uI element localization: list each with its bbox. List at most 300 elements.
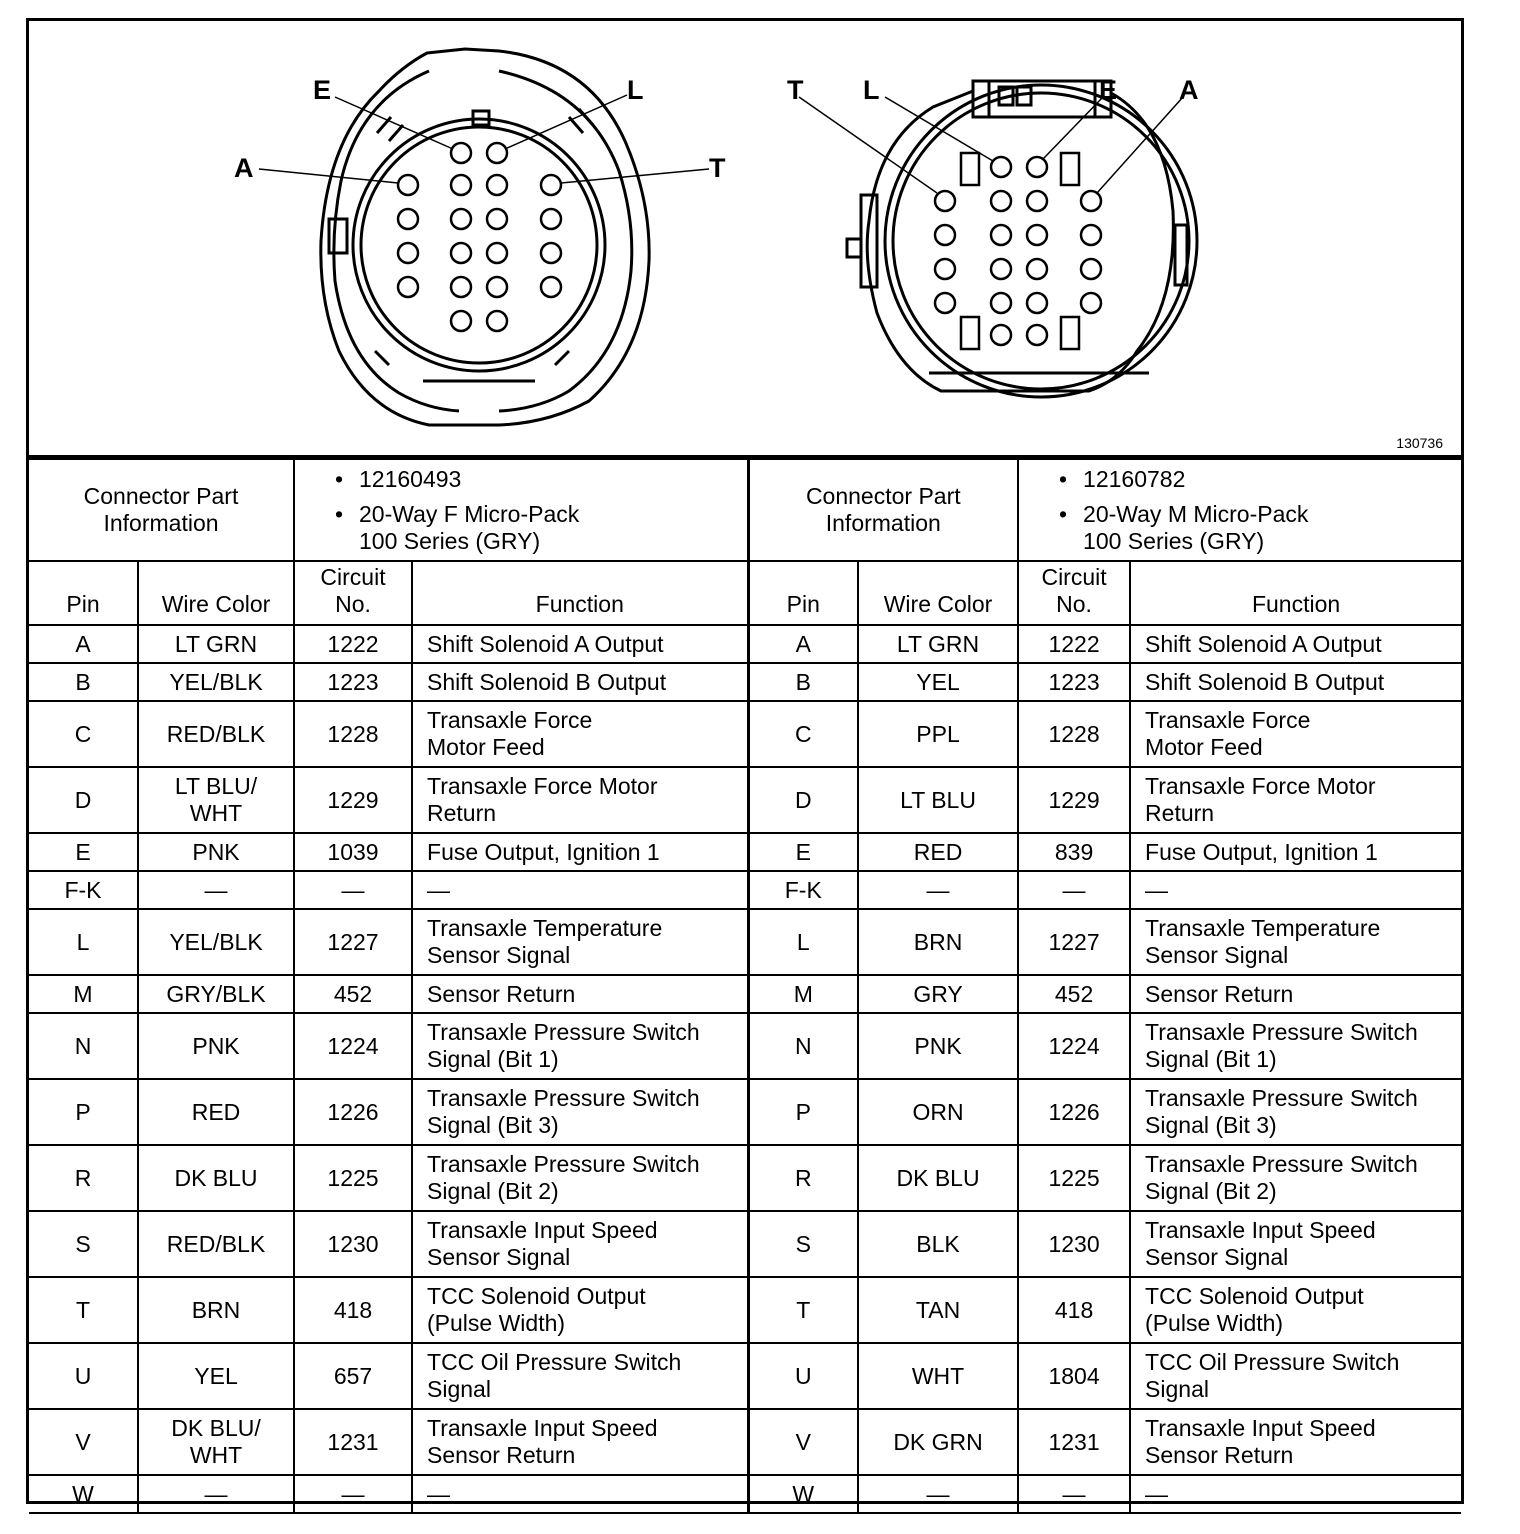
pin-cell	[748, 909, 858, 975]
pin-cell	[748, 1013, 858, 1079]
function-cell	[1130, 1211, 1461, 1277]
female-label-a: A	[234, 153, 254, 183]
col-wire-color-right: Wire Color	[858, 561, 1018, 625]
wire-color-cell	[138, 1277, 294, 1343]
table-row	[29, 1277, 1461, 1343]
pin-text: M	[793, 980, 813, 1007]
pin-text: P	[795, 1098, 811, 1125]
wire-color-cell	[858, 1145, 1018, 1211]
wire-color-text: DK GRN	[893, 1428, 983, 1455]
circuit-cell	[1018, 975, 1130, 1013]
function-cell	[412, 1145, 748, 1211]
pin-text: L	[796, 928, 810, 955]
connector-face-diagram	[29, 21, 1461, 458]
function-text: Transaxle Input Speed	[1145, 1415, 1376, 1441]
col-function-right: Function	[1130, 561, 1461, 625]
pin-text: C	[74, 720, 92, 747]
male-connector-face	[799, 81, 1197, 397]
table-row	[29, 625, 1461, 663]
function-text: Signal	[427, 1376, 491, 1402]
circuit-cell	[294, 975, 412, 1013]
function-text: Transaxle Pressure Switch	[427, 1085, 700, 1111]
connector-info-label-left	[29, 459, 294, 561]
function-text: Transaxle Pressure Switch	[1145, 1151, 1418, 1177]
pin-text: L	[76, 928, 90, 955]
wire-color-cell	[138, 1409, 294, 1475]
wire-color-text: —	[926, 1480, 950, 1507]
circuit-text: 1222	[327, 630, 379, 657]
pin-text: U	[74, 1362, 92, 1389]
wire-color-cell	[138, 975, 294, 1013]
wire-color-text: WHT	[189, 1442, 243, 1468]
function-cell	[412, 1343, 748, 1409]
pin-text: T	[75, 1296, 91, 1323]
wire-color-cell	[138, 833, 294, 871]
circuit-cell	[1018, 1145, 1130, 1211]
wire-color-cell	[858, 1277, 1018, 1343]
pin-cell	[29, 1409, 138, 1475]
circuit-text: 1230	[1048, 1230, 1100, 1257]
function-text: Transaxle Pressure Switch	[427, 1019, 700, 1045]
table-row	[29, 1475, 1461, 1513]
circuit-cell	[1018, 1013, 1130, 1079]
function-cell	[1130, 1277, 1461, 1343]
wire-color-text: LT GRN	[174, 630, 258, 657]
wire-color-text: YEL	[916, 668, 960, 695]
wire-color-text: PNK	[914, 1032, 962, 1059]
pin-cell	[29, 871, 138, 909]
circuit-text: 1223	[327, 668, 379, 695]
pin-cell	[748, 1475, 858, 1513]
wire-color-cell	[858, 1079, 1018, 1145]
wire-color-cell	[858, 1013, 1018, 1079]
pin-text: R	[74, 1164, 92, 1191]
function-text: Transaxle Pressure Switch	[1145, 1085, 1418, 1111]
circuit-text: 1223	[1048, 668, 1100, 695]
wire-color-text: YEL/BLK	[169, 668, 263, 695]
pin-text: B	[795, 668, 811, 695]
pin-text: R	[794, 1164, 812, 1191]
wire-color-text: DK BLU	[174, 1164, 258, 1191]
female-label-t: T	[709, 153, 726, 183]
function-cell	[412, 625, 748, 663]
wire-color-text: RED/BLK	[166, 720, 266, 747]
function-text: Transaxle Pressure Switch	[427, 1151, 700, 1177]
table-row	[29, 767, 1461, 833]
pin-text: V	[75, 1428, 91, 1455]
function-cell	[1130, 701, 1461, 767]
wire-color-cell	[858, 975, 1018, 1013]
wire-color-text: PNK	[192, 838, 240, 865]
wire-color-text: RED	[913, 838, 963, 865]
circuit-text: 1222	[1048, 630, 1100, 657]
wire-color-text: YEL/BLK	[169, 928, 263, 955]
circuit-text: 1228	[1048, 720, 1100, 747]
wire-color-text: LT BLU	[900, 786, 976, 813]
wire-color-text: BLK	[916, 1230, 960, 1257]
part-number-line: • 12160493	[335, 465, 462, 492]
part-desc: 100 Series (GRY)	[1083, 527, 1265, 554]
pin-cell	[29, 1343, 138, 1409]
wire-color-text: LT BLU/	[174, 773, 258, 799]
part-number: 12160493	[359, 465, 462, 492]
function-text: Transaxle Force	[427, 707, 593, 733]
function-cell	[412, 1013, 748, 1079]
circuit-text: 1228	[327, 720, 379, 747]
wire-color-text: GRY	[913, 980, 963, 1007]
table-row	[29, 1409, 1461, 1475]
circuit-text: 1224	[1048, 1032, 1100, 1059]
function-text: —	[1145, 1480, 1169, 1507]
part-desc: 20-Way F Micro-Pack	[359, 500, 580, 527]
connector-part-info-left	[294, 459, 748, 561]
pin-text: S	[795, 1230, 811, 1257]
circuit-text: 839	[1054, 838, 1094, 865]
wire-color-text: DK BLU/	[171, 1415, 261, 1441]
pin-text: P	[75, 1098, 91, 1125]
pin-cell	[748, 1277, 858, 1343]
circuit-text: 1039	[327, 838, 379, 865]
wire-color-cell	[858, 1409, 1018, 1475]
pin-text: E	[75, 838, 91, 865]
function-text: —	[1145, 876, 1169, 903]
function-text: TCC Solenoid Output	[427, 1283, 646, 1309]
wire-color-cell	[138, 1211, 294, 1277]
pin-text: A	[75, 630, 91, 657]
function-cell	[1130, 871, 1461, 909]
connector-drawing	[29, 21, 1461, 455]
male-label-e: E	[1099, 75, 1118, 105]
wire-color-text: ORN	[912, 1098, 964, 1125]
pin-text: E	[795, 838, 811, 865]
table-row	[29, 701, 1461, 767]
function-text: Signal (Bit 1)	[1145, 1046, 1277, 1072]
circuit-cell	[1018, 1409, 1130, 1475]
function-text: Motor Feed	[1145, 734, 1263, 760]
circuit-cell	[1018, 625, 1130, 663]
wire-color-cell	[858, 701, 1018, 767]
function-text: Transaxle Input Speed	[427, 1415, 658, 1441]
pinout-table-body	[29, 459, 1461, 1513]
function-text: (Pulse Width)	[1145, 1310, 1284, 1336]
connector-info-row	[29, 459, 1461, 561]
table-row	[29, 663, 1461, 701]
table-row	[29, 1013, 1461, 1079]
part-desc: 20-Way M Micro-Pack	[1083, 500, 1309, 527]
wire-color-text: DK BLU	[896, 1164, 980, 1191]
col-pin-left: Pin	[29, 561, 138, 625]
function-text: (Pulse Width)	[427, 1310, 566, 1336]
pin-text: V	[795, 1428, 811, 1455]
circuit-cell	[294, 1475, 412, 1513]
pin-cell	[29, 625, 138, 663]
wire-color-cell	[138, 1343, 294, 1409]
circuit-cell	[294, 767, 412, 833]
function-text: TCC Oil Pressure Switch	[1145, 1349, 1400, 1375]
wire-color-cell	[138, 1475, 294, 1513]
circuit-text: 1229	[327, 786, 379, 813]
function-text: Sensor Signal	[1145, 942, 1289, 968]
circuit-text: 1226	[327, 1098, 379, 1125]
function-cell	[412, 1475, 748, 1513]
function-text: Transaxle Input Speed	[427, 1217, 658, 1243]
col-circuit-left	[294, 561, 412, 625]
connector-info-label-right	[748, 459, 1018, 561]
function-cell	[1130, 1343, 1461, 1409]
wire-color-cell	[138, 767, 294, 833]
wire-color-text: PPL	[916, 720, 960, 747]
table-row	[29, 833, 1461, 871]
wire-color-cell	[138, 1079, 294, 1145]
pin-text: N	[794, 1032, 812, 1059]
function-text: Signal (Bit 3)	[427, 1112, 559, 1138]
function-text: Sensor Return	[1145, 1442, 1294, 1468]
function-cell	[412, 701, 748, 767]
wire-color-cell	[858, 1343, 1018, 1409]
function-cell	[1130, 1013, 1461, 1079]
wire-color-cell	[858, 1475, 1018, 1513]
function-text: Signal (Bit 3)	[1145, 1112, 1277, 1138]
part-desc: 100 Series (GRY)	[359, 527, 541, 554]
column-header-row	[29, 561, 1461, 625]
function-text: —	[427, 1480, 451, 1507]
function-cell	[1130, 625, 1461, 663]
circuit-cell	[294, 625, 412, 663]
info-label-line: Connector Part	[83, 483, 239, 509]
circuit-text: 1225	[327, 1164, 379, 1191]
pin-cell	[29, 1013, 138, 1079]
function-cell	[1130, 1475, 1461, 1513]
table-row	[29, 1145, 1461, 1211]
circuit-cell	[294, 909, 412, 975]
circuit-header-line: No.	[1056, 591, 1092, 617]
wire-color-text: WHT	[189, 800, 243, 826]
pin-cell	[29, 1277, 138, 1343]
circuit-cell	[1018, 701, 1130, 767]
circuit-cell	[294, 1277, 412, 1343]
function-cell	[412, 1211, 748, 1277]
pin-text: M	[73, 980, 93, 1007]
connector-part-info-right	[1018, 459, 1461, 561]
circuit-cell	[294, 833, 412, 871]
function-cell	[1130, 975, 1461, 1013]
circuit-header-line: Circuit	[320, 564, 386, 590]
wire-color-cell	[858, 1211, 1018, 1277]
function-text: Transaxle Pressure Switch	[1145, 1019, 1418, 1045]
wire-color-cell	[138, 1013, 294, 1079]
circuit-cell	[1018, 1079, 1130, 1145]
function-cell	[1130, 833, 1461, 871]
wire-color-cell	[858, 625, 1018, 663]
circuit-text: 1231	[327, 1428, 379, 1455]
wire-color-text: RED	[191, 1098, 241, 1125]
info-label-line: Information	[103, 510, 219, 536]
circuit-text: —	[341, 1480, 365, 1507]
function-text: Sensor Return	[1145, 980, 1294, 1007]
wire-color-cell	[858, 767, 1018, 833]
pin-cell	[748, 1079, 858, 1145]
function-text: Motor Feed	[427, 734, 545, 760]
function-cell	[1130, 1079, 1461, 1145]
wire-color-text: RED/BLK	[166, 1230, 266, 1257]
function-text: Transaxle Temperature	[427, 915, 663, 941]
wire-color-text: YEL	[194, 1362, 238, 1389]
pin-text: D	[794, 786, 812, 813]
circuit-text: 1226	[1048, 1098, 1100, 1125]
pin-cell	[29, 1079, 138, 1145]
circuit-cell	[1018, 909, 1130, 975]
wire-color-text: —	[926, 876, 950, 903]
circuit-text: 1231	[1048, 1428, 1100, 1455]
function-cell	[412, 975, 748, 1013]
circuit-text: 1230	[327, 1230, 379, 1257]
pin-cell	[748, 1343, 858, 1409]
pin-cell	[29, 663, 138, 701]
wire-color-cell	[138, 909, 294, 975]
circuit-cell	[294, 1343, 412, 1409]
function-cell	[1130, 767, 1461, 833]
function-text: Return	[427, 800, 497, 826]
male-label-l: L	[863, 75, 880, 105]
pin-text: W	[72, 1480, 94, 1507]
circuit-text: 418	[1054, 1296, 1094, 1323]
female-label-l: L	[627, 75, 644, 105]
function-text: Sensor Return	[427, 980, 576, 1007]
pin-cell	[748, 871, 858, 909]
pinout-table	[29, 458, 1461, 1514]
part-desc-line: • 20-Way F Micro-Pack 100 Series (GRY)	[335, 500, 580, 554]
function-cell	[412, 663, 748, 701]
wire-color-text: BRN	[191, 1296, 241, 1323]
circuit-cell	[1018, 1211, 1130, 1277]
function-cell	[412, 909, 748, 975]
wire-color-text: TAN	[915, 1296, 961, 1323]
pin-text: C	[794, 720, 812, 747]
wire-color-text: BRN	[913, 928, 963, 955]
circuit-text: 1804	[1048, 1362, 1100, 1389]
male-label-t: T	[787, 75, 804, 105]
part-number: 12160782	[1083, 465, 1186, 492]
function-text: Fuse Output, Ignition 1	[427, 838, 660, 865]
function-text: Transaxle Force	[1145, 707, 1311, 733]
function-text: Transaxle Force Motor	[1145, 773, 1376, 799]
circuit-cell	[294, 1013, 412, 1079]
info-label-line: Information	[825, 510, 941, 536]
function-cell	[412, 833, 748, 871]
pin-cell	[748, 1211, 858, 1277]
function-cell	[1130, 663, 1461, 701]
function-text: Sensor Return	[427, 1442, 576, 1468]
pin-cell	[748, 1145, 858, 1211]
function-text: TCC Oil Pressure Switch	[427, 1349, 682, 1375]
circuit-text: 418	[333, 1296, 373, 1323]
pin-cell	[748, 975, 858, 1013]
pin-cell	[29, 975, 138, 1013]
circuit-cell	[294, 1409, 412, 1475]
function-text: —	[427, 876, 451, 903]
circuit-text: 1227	[327, 928, 379, 955]
part-number-line: • 12160782	[1059, 465, 1186, 492]
wire-color-cell	[138, 701, 294, 767]
table-row	[29, 871, 1461, 909]
female-connector-face	[259, 49, 709, 425]
pin-cell	[748, 1409, 858, 1475]
function-text: TCC Solenoid Output	[1145, 1283, 1364, 1309]
circuit-text: 452	[333, 980, 373, 1007]
pin-cell	[29, 1145, 138, 1211]
pin-text: B	[75, 668, 91, 695]
function-text: Transaxle Input Speed	[1145, 1217, 1376, 1243]
wire-color-cell	[858, 871, 1018, 909]
circuit-header-line: No.	[335, 591, 371, 617]
function-text: Sensor Signal	[1145, 1244, 1289, 1270]
pin-cell	[29, 1211, 138, 1277]
circuit-text: 1225	[1048, 1164, 1100, 1191]
wire-color-text: WHT	[911, 1362, 965, 1389]
function-cell	[1130, 909, 1461, 975]
function-text: Shift Solenoid B Output	[427, 668, 667, 695]
pin-text: F-K	[784, 876, 822, 903]
pin-cell	[748, 767, 858, 833]
pin-text: S	[75, 1230, 91, 1257]
function-cell	[412, 1277, 748, 1343]
wire-color-text: —	[204, 1480, 228, 1507]
pin-cell	[748, 701, 858, 767]
function-cell	[412, 1409, 748, 1475]
circuit-cell	[294, 1079, 412, 1145]
pin-text: T	[796, 1296, 811, 1323]
circuit-text: 657	[333, 1362, 373, 1389]
circuit-header-line: Circuit	[1041, 564, 1107, 590]
circuit-cell	[1018, 1475, 1130, 1513]
circuit-text: 1229	[1048, 786, 1100, 813]
function-text: Return	[1145, 800, 1215, 826]
wire-color-cell	[138, 871, 294, 909]
male-label-a: A	[1179, 75, 1199, 105]
function-text: Shift Solenoid A Output	[1145, 630, 1382, 657]
circuit-cell	[294, 871, 412, 909]
function-text: Signal (Bit 2)	[427, 1178, 559, 1204]
circuit-cell	[1018, 1277, 1130, 1343]
circuit-cell	[294, 663, 412, 701]
function-text: Transaxle Temperature	[1145, 915, 1381, 941]
function-cell	[1130, 1145, 1461, 1211]
pin-cell	[748, 663, 858, 701]
circuit-cell	[1018, 767, 1130, 833]
table-row	[29, 909, 1461, 975]
wire-color-text: LT GRN	[896, 630, 980, 657]
circuit-text: 452	[1054, 980, 1094, 1007]
pin-cell	[748, 625, 858, 663]
function-cell	[1130, 1409, 1461, 1475]
pin-cell	[29, 833, 138, 871]
pin-cell	[29, 701, 138, 767]
wire-color-cell	[858, 663, 1018, 701]
circuit-cell	[294, 1145, 412, 1211]
info-label-line: Connector Part	[805, 483, 961, 509]
pin-cell	[29, 767, 138, 833]
circuit-text: —	[1062, 1480, 1086, 1507]
pin-text: U	[794, 1362, 812, 1389]
col-function-left: Function	[412, 561, 748, 625]
wire-color-text: PNK	[192, 1032, 240, 1059]
wire-color-text: GRY/BLK	[166, 980, 266, 1007]
pin-text: W	[792, 1480, 815, 1507]
table-row	[29, 1211, 1461, 1277]
female-label-e: E	[313, 75, 332, 105]
function-text: Transaxle Force Motor	[427, 773, 658, 799]
figure-number: 130736	[1396, 435, 1443, 451]
